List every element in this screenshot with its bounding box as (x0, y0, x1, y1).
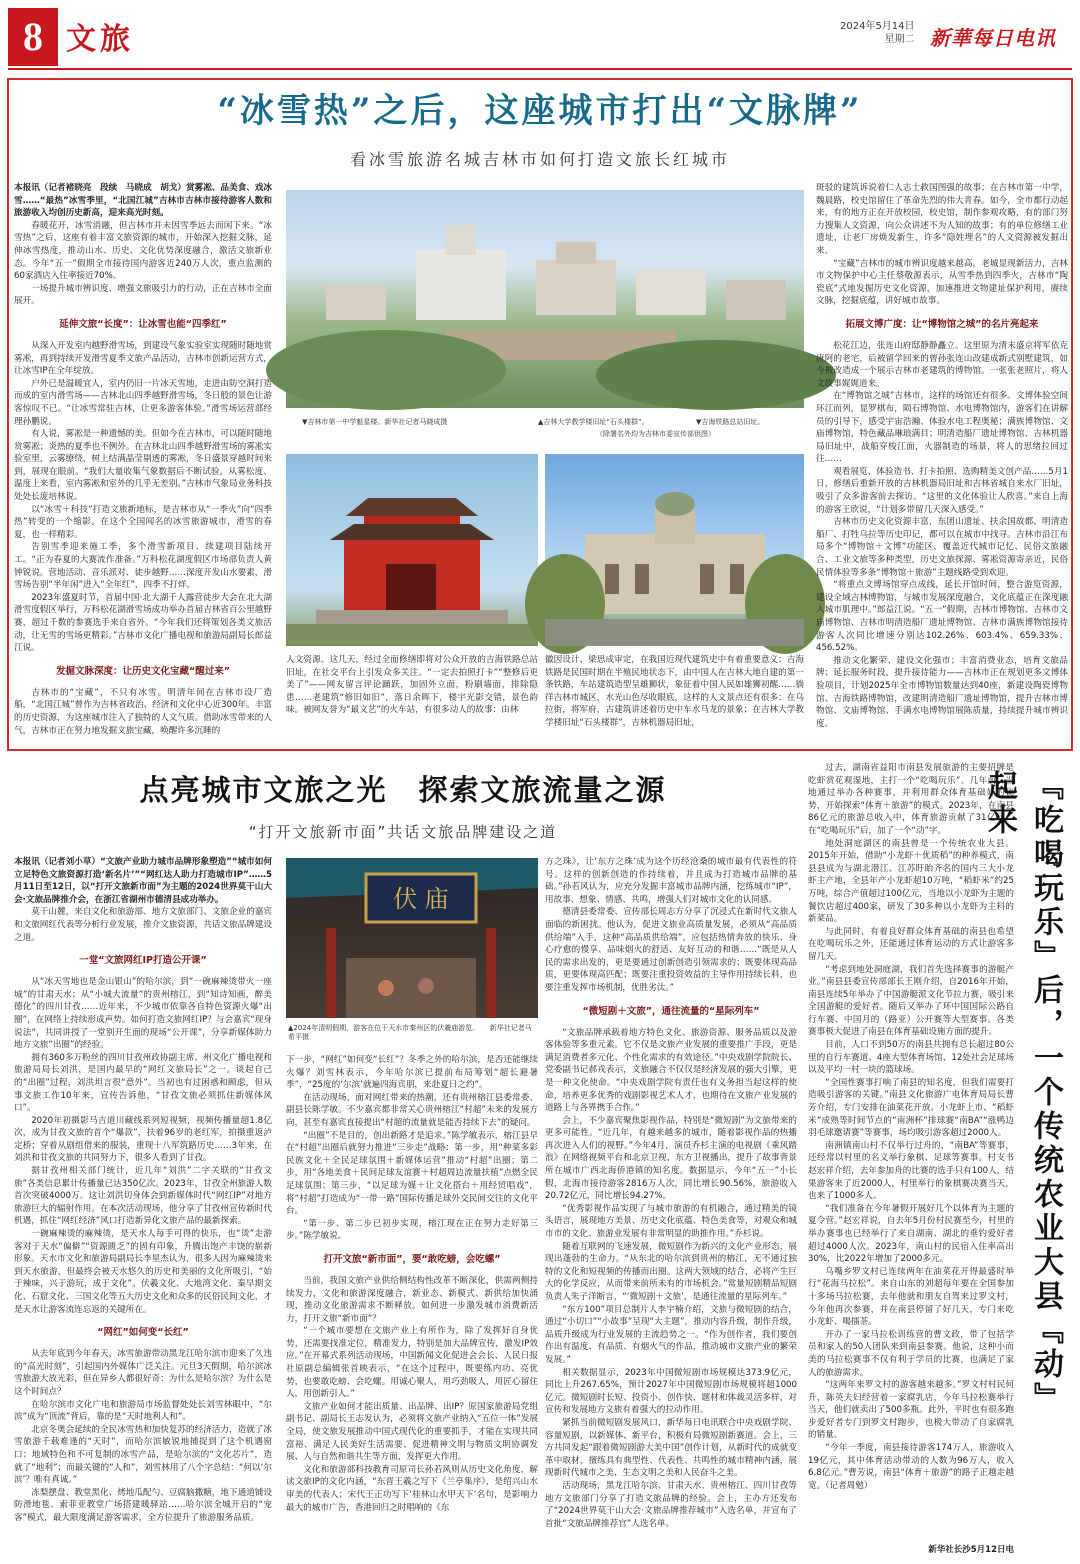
paragraph: 以“冰雪＋科技”打造文旅新地标，是吉林市从“一季火”向“四季热”转变的一个缩影。在这个全国闻名的冰雪旅游城市，滑雪的春夏，也一样精彩。 (14, 504, 272, 540)
photo-railway-station (545, 454, 804, 646)
paragraph: “一个城市要想在文旅产业上有所作为，除了发挥好自身优势，还需要找准定位，精准发力，特别是加大品牌宣传，激发IP效应。”在开幕式系列活动现场，中国新闻文化促进会会长、人民日报社原副总编辑张首映表示，“在这个过程中，既要练内功、亮优势，也要敢吃螃、会吃螺。用诚心聚人，用巧劲吸人，用匠心留住人，用创新引人。” (286, 1326, 538, 1400)
paragraph: 南洲镇南山村不仅举行过舟的，“南BA”等赛事，还经常以村里的名义举行象棋、足球等赛事。村支书赵宏祥介绍，去年参加舟的比赛的选手只有100人，结果游客来了近2000人，村里举行的象棋赛决赛当天，也来了1000多人。 (808, 1140, 1014, 1202)
article1-subheading-1: 延伸文旅“长度”：让冰雪也能“四季红” (59, 318, 227, 330)
paragraph: “我们准备在今年暑假开展好几个以体育为主题的夏令营。”赵宏祥说，自去年5月份村民赛至今，村里的举办赛事也已经举行了来自湖南、湖北的垂钓爱好者超过4000人次。2023年，南山村的民宿入住率高出30%，比2022年增加了2000多元。 (808, 1203, 1014, 1265)
photo-campus-aerial (286, 190, 804, 408)
photo-fuxi-temple (286, 858, 538, 1018)
paragraph: 拥有360多万粉丝的四川甘孜州政协副主席、州文化广播电视和旅游局局长刘洪，是国内最早的“网红文旅局长”之一。谈起自己的“出圈”过程，刘洪坦言很“意外”。当初也有过困惑和顾虑，但从事文旅工作10年来，宣传告诉他，“甘孜文旅必须抓住新媒体风口”。 (14, 1052, 272, 1114)
paragraph: “今年一季度，南县接待游客174万人，旅游收入19亿元，其中体育活动带动的人数为96万人，收入6.8亿元。”曹芳说，南县“体育＋旅游”的路子正越走越宽。（记者周勉） (808, 1443, 1014, 1491)
paragraph: “这两年来罗文村的游客越来越多。”罗文村村民何升，陈英夫妇经营着一家腐乳店，今年马拉松赛举行当天，他们就卖出了500多瓶。此外，平时也有很多跑步爱好者专门到罗文村跑步，也极大带动了自家腐乳的销量。 (808, 1380, 1014, 1441)
article1-subheading-2: 发掘文脉深度：让历史文化宝藏“醒过来” (56, 665, 230, 677)
masthead (0, 0, 1080, 78)
paragraph: 春暖花开，冰雪消融，但吉林市并未因雪季远去而闲下来。“冰雪热”之后，这座有着丰富文旅资源的城市，开始深入挖掘文脉，延伸冰雪热度，推动山水、历史、文化优势深度融合，激活文旅新业态。今年“五一”假期全市接待国内游客近240万人次，重点监测的60家酒店入住率接近70%。 (14, 220, 272, 282)
paragraph: “全国性赛事打响了南县的知名度，但我们需要打造吸引游客的关键。”南县文化旅游广电体育局局长曹芳介绍，专门安排在油菜花开放、小龙虾上市、“稻虾米”成熟等时间节点的“南洲杯”排球赛“南BA”“涨鸭边羽毛球邀请赛”等赛事，场均吸引游客超过2000人。 (808, 1077, 1014, 1139)
article2-subheading-1: 一堂“文旅网红IP打造公开课” (79, 955, 207, 967)
paragraph: 松花江边，张连山府邸静静矗立。这里原为清末盛京将军依克唐阿的老宅，后被留学回来的曾孙张连山改建成新式别墅建筑，如今被改造成一个展示吉林市老建筑的博物馆。一张张老照片，将人文故事娓娓道来。 (816, 340, 1068, 389)
paragraph: 2020年初摄影马吉道川藏线系列短视频，视频传播量超1.8亿次，成为甘孜文旅的首个“爆款”，扶着96岁的老红军，拍摄重返泸定桥；穿着从剧组借来的服装，重现十八军筑路历史……3年来，在刘洪和甘孜文旅的共同努力下，很多人看到了甘孜。 (14, 1115, 272, 1164)
article1-column-2 (286, 654, 538, 742)
paragraph: 观看展览、体验造书、打卡拍照、选购精美文创产品……5月1日，修缮后重新开放的吉林机器局旧址和吉林省城自来水厂旧址，吸引了众多游客前去探访。“这里的文化体验让人欣喜。”来自上海的游客王欣说，“计划多带留几天深入感受。” (816, 466, 1068, 515)
photo-red-pavilion (286, 454, 538, 646)
paragraph: 从“冰天雪地也是金山银山”的哈尔滨，到“一碗麻辣烫带火一座城”的甘肃天水；从“小城大流量”的贵州榕江，到“知诗知画，醉美德化”的四川甘孜……近年来，不少城市依靠各自特色资源火爆“出圈”，在网络上持续形成声势。如何打造文旅网红IP？与会嘉宾“现身说法”，共同讲授了一堂别开生面的现场“公开课”，分享新媒体助力地方文旅“出圈”的经验。 (14, 977, 272, 1051)
paragraph: “考虑到地处洞庭湖，我们首先选择赛事的游艇产业。”南县县委宣传部部长王刚介绍，自2016年开始，南县连续5年举办了中国游艇派文化节拉力赛，吸引来全国游艇的爱好者。随后又举办了环中国国际公路自行车赛、中国月的（路亚）公开赛等大型赛事。各类赛事极大促进了南县在体育基础设施方面的提升。 (808, 964, 1014, 1038)
date-block (840, 20, 915, 46)
issue-date: 2024年5月14日 (840, 21, 915, 32)
paragraph: 冻梨摆盘、教堂黑化、烤地瓜配勺、豆腐脑撒糖，地下通道铺设防滑地毯、索菲亚教堂广场搭建暖驿站……哈尔滨全城开启的“宠客”模式，最大限度满足游客需求，全方位提升了旅游服务品质。 (14, 1487, 272, 1523)
article2-column-2 (286, 1054, 538, 1556)
article3-column (808, 762, 1014, 1542)
paragraph: “宝藏”吉林市的城市辨识度越来越高，老城显现新活力，吉林市文物保护中心主任蔡敬源表示，从雪季热到四季火，吉林市“陶瓷底”式地发掘历史文化资源，加速推进文物建址保护利用，赓续文脉，挖掘底蕴，讲好城市故事。 (816, 258, 1068, 307)
paragraph: 一场提升城市辨识度、增强文旅吸引力的行动，正在吉林市全面展开。 (14, 283, 272, 307)
paragraph: 徽因设计、梁思成审定，在我国近现代建筑史中有着重要意义；吉海铁路是民国时期在半殖民地状态下，由中国人在吉林大地自建的第一条铁路，车站建筑造型呈雄狮状，象征着中国人民如雄狮初醒……徜徉吉林市城区，水光山色尽收眼底，这样的人文景点还有很多：在乌拉街，将军府，古建筑讲述着历史中车水马龙的景象；在吉林大学教学楼旧址“石头楼群”，吉林机器局旧址， (545, 655, 804, 728)
paragraph: “文旅品牌承载着地方特色文化、旅游资源、服务品质以及游客体验等多重元素。它不仅是文旅产业发展的重要推广手段，更是满足消费者多元化、个性化需求的有效途径。”中央戏剧学院院长、党委副书记郝戎表示，文旅融合不仅仅是经济发展的强大引擎，更是一种文化使命。“中央戏剧学院有责任也有义务担当起这样的使命，培养更多优秀的戏剧影视艺术人才，也期待在文旅产业发展的道路上与各界携手合作。” (545, 1027, 797, 1114)
paragraph: 随着互联网的飞速发展，微短剧作为新兴的文化产业形态，展现出蓬勃的生命力。“从东北的哈尔滨到贵州的榕江，无不通过独特的文化和短视频的传播而出圈。这两大领域的结合，必将产生巨大的化学反应，从而带来前所未有的市场机会。”常量短剧精品短剧负责人朱子洋断言，“‘微短剧＋文旅’，是通往流量的星际列车。” (545, 1241, 797, 1302)
paragraph: 会上，不少嘉宾聚焦影视作品，特别是“微短剧”为文旅带来的更多可能性。“近几年，有越来越多的城市，随着影视作品的热播再次进入人们的视野。”今年4月，演员乔杉主演的电视剧《乘风踏浪》在网络视频平台和北京卫视，东方卫视播出，提升了故事背景所在城市广西北海侨港镇的知名度。数据显示，今年“五一”小长假，北海市接待游客2816万人次，同比增长90.56%，旅游收入20.72亿元，同比增长94.27%。 (545, 1115, 797, 1202)
article1-column-1 (14, 182, 272, 740)
paragraph: 2023年盛夏时节，首届中国·北大湖千人露营徒步大会在北大湖滑雪度假区举行，万科松花湖滑雪场成功举办首届吉林省百公里越野赛，超过千数的参赛选手来自省外。“今年我们还将策划各类文旅活动，让无雪的雪场更精彩。”吉林市文化广播电视和旅游局副局长郎益江说。 (14, 592, 272, 654)
article2-column-1 (14, 856, 272, 1556)
paragraph: 斑驳的建筑诉说着仁人志士救国图强的故事；在吉林市第一中学，魏晨路，校史馆留住了革命先烈的伟大青春。如今，全市都行动起来，有的地方正在开放校园，校史馆，制作参观攻略，有的部门努力搜集人文资源，向公众讲述不为人知的故事；有的单位修缮工业遗址，让老厂房焕发新生，许多“隐姓埋名”的人文资源被发掘出来。 (816, 183, 1068, 256)
article2-subhead: “打开文旅新市面”共话文旅品牌建设之道 (248, 823, 558, 841)
page-number-badge (8, 8, 58, 66)
paragraph: 文旅产业如何才能出质量、出品牌、出IP？原国家旅游局党组副书记、副局长王志发认为，必须将文旅产业纳入“五位一体”发展全局，使文旅发展推动中国式现代化的重要抓手，才能在实现共同富裕、满足人民美好生活需要、促进精神文明与物质文明协调发展、人与自然和谐共生等方面，发挥更大作用。 (286, 1401, 538, 1463)
paragraph: “将重点文博场馆穿点成线，延长开馆时间，整合游览资源，建设全域吉林博物馆，与城市发展深度融合，文化底蕴正在深度融入城市肌理中。”郎益江说。“五一”假期，吉林市博物馆、吉林市文庙博物馆、吉林市明清造船厂遗址博物馆、吉林市满族博物馆接待游客人次同比增速分别达102.26%、603.4%、659.33%、456.52%。 (816, 580, 1068, 654)
paragraph: 莫干山麓，来自文化和旅游部、地方文旅部门、文旅企业的嘉宾和文旅网红代表等分析行业发展，推介文旅资源，共话文旅品牌建设之道。 (14, 907, 272, 943)
paragraph: 吉林市的“宝藏”，不只有冰雪。明清年间在吉林市设厂造船，“北国江城”曾作为吉林省政治、经济和文化中心近300年。丰富的历史资源，为这座城市注入了独特的人文气质。借助冰雪带来的人气，吉林市正在努力地发掘文旅宝藏，唤醒许多沉睡的 (14, 687, 272, 736)
paragraph: “出圈”不是目的，创出新路才是追求。”陈学敏表示，榕江县早在“村超”出圈后就努力推进“三步走”战略：第一步，用“种菜多彩民族文化＋全民足球氛围＋新媒体运营”推动“村超”出圈；第二步，用“各地美食＋民间足球友谊赛＋村超周边流量扶植”点燃全民足球氛围；第三步，“以足球为媒＋让文化搭台＋用经贸唱戏”，将“村超”打造成为“一带一路”国际传播足球外交民间交往的文化平台。 (286, 1130, 538, 1217)
paragraph: 地处洞庭湖区的南县曾是一个传统农业大县。2015年开始，借助“小龙虾＋优质稻”的种养模式，南县县成为与湖北潜江、江苏盱眙齐名的国内三大小龙虾主产地，全县年产小龙虾超10万吨，“稻虾米”约25万吨，综合产值超过100亿元，当地以小龙虾为主题的餐饮店超过400家，研发了30多种以小龙虾为主料的新菜品。 (808, 838, 1014, 925)
article1-subhead: 看冰雪旅游名城吉林市如何打造文旅长红城市 (349, 150, 730, 169)
article2-column-3 (545, 856, 797, 1556)
paragraph: 告别雪季迎来施工季，多个滑雪新项目、续建项目陆续开工。“正为春夏的大赛流作准备。”万科松花湖度假区市场部负责人黄钟锐说。营地活动、音乐派对、徒步越野……深度开发山水要素，滑雪场告别“半年闲”进入“全年红”，四季不打烊。 (14, 542, 272, 591)
article2-subheading-3: 打开文旅“新市面”，要“敢吃螃，会吃螺” (323, 1253, 501, 1265)
paragraph: 北京冬奥会延续的全民冰雪热和加快复苏的经济活力，造就了冰雪旅游千载难逢的“天时”，而哈尔滨敏锐地捕捉到了这个机遇窗口；地域特色和不可复制的冰雪产品，是哈尔滨的“文化芯片”，造就了“地利”；而最关键的“人和”，刘雪林用了八个字总结：“何以‘尔滨’？唯有真诚。” (14, 1424, 272, 1486)
paragraph: 德清县委常委、宣传部长周志方分享了沉浸式在新时代文旅人面临的新困扰。他认为，促进文旅业高质量发展，必须从“高品质供给端”入手，这种“高品质供给端”，应包括热情奔放的快乐、身心疗愈的慢享、品味烟火的舒适、友好互动的和谐……“既是从人民的需求出发的，更是要通过创新创造引领需求的；既要体现高品质，更要体现高匹配；既要注重投资效益的主导作用持续长料，也要注重发挥市场机制，优胜劣汰。” (545, 907, 797, 993)
paragraph: 一碗麻辣烫的麻辣烫，是天水人每手可得的快乐，也“烫”走游客对于天水“偏僻”“资源匮乏”的固有印象，升腾出饱产丰饶的崭新形象。天水市文化和旅游局副局长李星杰认为，很多人因为麻辣烫来到天水旅游，但最终会被天水悠久的历史和美丽的文化所吸引，“始于辣味，兴于游玩，成于文化”。伏羲文化、大地湾文化、秦早期文化、石窟文化、三国文化等五大历史文化和众多的民俗民间文化，才是天水让游客流连忘返的关键所在。 (14, 1229, 272, 1315)
caption-first-high-school: ▼吉林市第一中学魁星楼。新华社记者马晓成摄 (302, 418, 448, 426)
caption-stone-buildings: ▲吉林大学教学楼旧址“石头楼群”。 (538, 418, 649, 426)
article1-lead: 本报讯（记者褚晓亮 段续 马晓成 胡戈）赏雾凇、品美食、戏冰雪……“最热”冰雪季里，“北国江城”吉林市吉林市接待游客人数和旅游收入均创历史新高，迎来高光时刻。 (14, 183, 272, 219)
paragraph: 开办了一家马拉松训练营的曹文政，带了包括学员和家人的50人团队来到南县参赛。他说，这种小而美的马拉松赛事不仅有利于学员的比赛，也满足了家人的旅游需求。 (808, 1329, 1014, 1378)
paragraph: 当前，我国文旅产业供给侧结构性改革不断深化，供需两侧持续发力，文化和旅游深度融合，新业态、新模式、新供给加快涌现，推动文化旅游需求不断释放。如何进一步激发城市消费新活力，打开文旅“新市面”？ (286, 1275, 538, 1324)
paragraph: 活动现场，黑龙江哈尔滨、甘肃天水、贵州榕江、四川甘孜等地方文旅部门分享了打造文旅品牌的经验。会上，主办方还发布了“2024世界莫干山大会·文旅品牌推荐城市”入选名单，并宣布了首批“文旅品牌推荐官”人选名单。 (545, 1480, 797, 1529)
paragraph: 在“博物馆之城”吉林市，这样的场馆还有很多。文博体验空间环江而列，显罗棋布，陨石博物馆、水电博物馆内，游客们在讲解员的引导下，感受宇宙浩瀚、体验水电工程奥秘；满族博物馆、文庙博物馆，特色藏品琳琅满目；明清造船厂遗址博物馆、吉林机器局旧址中，战船穿梭江面，火器制造的场景，将人的思绪拉回过往…… (816, 391, 1068, 465)
paragraph: 与此同时，有着良好群众体育基础的南县也希望在吃喝玩乐之外，还能通过体育运动的方式让游客多留几天。 (808, 926, 1014, 962)
paragraph: “第一步、第二步已初步实现，榕江现在正在努力走好第三步。”陈学敏说。 (286, 1218, 538, 1242)
paragraph: 从去年底到今年春天，冰雪旅游带动黑龙江哈尔滨市迎来了久违的“高光时刻”，引起国内外媒体广泛关注。元旦3天假期，哈尔滨冰雪旅游大放光彩，但在异乡人都很好奇：为什么是哈尔滨？为什么是这个时间点？ (14, 1349, 272, 1397)
article2-subheading-4: “微短剧＋文旅”，通往流量的“星际列车” (582, 1005, 760, 1017)
paragraph: 相关数据显示，2023年中国微短剧市场规模达373.9亿元，同比上升267.65%，预计2027年中国微短剧市场规模将超1000亿元。微短剧时长短、投资小、创作快、题材和体裁灵活多样，对宣传和发展地方文旅有着强大的拉动作用。 (545, 1367, 797, 1416)
paragraph: 推动文化繁荣、建设文化强市；丰富消费业态，培育文旅品牌；延长服务时段，提升接待能力——吉林市正在规划更多文博体验项目，计划2025年全市博物馆数量达到40座，新建设陶瓷博物馆、吉海铁路博物馆，改建明清造船厂遗址博物馆，提升吉林市博物馆、文庙博物馆、手满水电博物馆展陈质量，持续提升城市辨识度。 (816, 655, 1068, 729)
paragraph: 紧抓当前微短剧发展风口，新华每日电讯联合中央戏剧学院、容量短剧，以新媒体、新平台，积极有局微短剧新赛道。会上，三方共同发起“跟着微短剧游大美中国”创作计划，从新时代的成就变革中取材，擅练具有典型性、代表性、共鸣性的城市精神内涵，展现新时代城市之美、生态文明之美和人民奋斗之美。 (545, 1417, 797, 1479)
paragraph: “优秀影视作品实现了与城市旅游的有机融合，通过精美的镜头语言，展现地方美景、历史文化底蕴、特色美食等，对观众和城市市的文化、旅游业发展有非常明显的助推作用。”乔杉说。 (545, 1203, 797, 1240)
page-number: 8 (23, 14, 43, 59)
paragraph: 从深入开发室内越野滑雪场，到建设气象实验室实现随时随地赏雾凇，再到持续开发滑雪夏季文旅产品活动，吉林市创新运营方式，让冰雪IP在全年绽放。 (14, 340, 272, 377)
paragraph: 方之珠》，让‘东方之珠’成为这个历经沧桑的城市最有代表性的符号。这样的创新创造的作持续着，并且成为打造城市品牌的基础。”孙若风认为，应充分发掘丰富城市品牌内涵，挖练城市“IP”，用故事、想象、情感、共鸣，增强人们对城市文化的认同感。 (545, 857, 797, 905)
paragraph: 据甘孜州相关部门统计，近几年“刘洪”二字关联的“甘孜文旅”各类信息累计传播量已达350亿次。2023年，甘孜全州旅游人数首次突破4000万。这让刘洪切身体会到新媒体时代“网红IP”对地方旅游巨大的辐射作用。在本次活动现场，他分享了甘孜州宣传新时代机遇，抓住“网红经济”风口打造新异化文旅产品的最新探索。 (14, 1166, 272, 1227)
caption-railway-station: ▼吉海铁路总站旧址。 (696, 418, 765, 426)
paragraph: 文化和旅游部科技教育司原司长孙若风则从历史文化角度，解读文旅IP的文化内涵，“东晋王羲之写下《兰亭集序》，是绍兴山水审美的代表人；宋代王正功写下‘桂林山水甲天下’名句，是影响力最大的城市广告，香港回归之时唱响的《东 (286, 1464, 538, 1513)
article1-column-4 (816, 182, 1068, 740)
section-title: 文旅 (66, 22, 134, 57)
article1-column-3 (545, 654, 804, 742)
paragraph: “东方100”项目总制片人李宇楠介绍，文旅与微短剧的结合，通过“小切口”“小故事”呈现“大主题”，推动内容升级，制作升级，品质升级成为行业发展的主流趋势之一。“作为创作者，我们要创作出有温度、有品质、有烟火气的作品，推动城市文旅产业的繁荣发展。” (545, 1304, 797, 1365)
issue-weekday: 星期二 (884, 34, 915, 45)
article3-dateline: 新华社长沙5月12日电 (928, 1545, 1014, 1555)
header-rule (8, 68, 1072, 70)
brand-logo: 新華每日电讯 (930, 26, 1056, 50)
paragraph: 目前，人口不到50万的南县共拥有总长超过80公里的自行车赛道、4座大型体育场馆、12处社会足球场以及平均一村一块的篮球场。 (808, 1040, 1014, 1076)
svg-text:伏 庙: 伏 庙 (393, 885, 449, 913)
paragraph: 吉林市历史文化资源丰富，东团山遗址、扶余国故都、明清造船厂、打牲乌拉等历史印记，都可以在城市中找寻。吉林市沿江布局多个“博物馆＋文博”功能区，覆盖近代城市记忆、民俗文旅融合、工业文旅等多种类型，历史文旅探源、雾凇资源寄亲近，民俗民情体验等多条“博物馆＋旅游”主题线路受到欢迎。 (816, 517, 1068, 578)
article2-subheading-2: “网红”如何变“长红” (97, 1327, 189, 1339)
photo-credit: （除署名外均为吉林市委宣传部供图） (596, 430, 715, 438)
article1-headline: “冰雪热”之后，这座城市打出“文脉牌” (217, 91, 863, 131)
paragraph: 有人说，雾凇是一种遗憾的美。但如今在吉林市，可以随时随地赏雾凇；炎热的夏季也不例外。在吉林北山四季越野滑雪场的雾凇实验室里，云雾缭绕，树上结满晶莹剔透的雾凇，冬日盛景穿越时间来到，展现在眼前。“我们大量收集气象数据后不断试验，从雾松度、温度上来看，室内雾凇和室外的几乎无差别。”吉林市气象局业务科技处处长庞培林说。 (14, 429, 272, 503)
article1-subheading-3: 拓展文博广度：让“博物馆之城”的名片亮起来 (845, 318, 1039, 330)
paragraph: 在活动现场，面对网红带来的热潮，还有贵州榕江县委常委、副县长陈学敏。不少嘉宾都非常关心贵州榕江“村超”未来的发展方向，甚至有嘉宾直接提出“村超的流量就是能否持续下去”的疑问。 (286, 1092, 538, 1128)
paragraph: 下一步，“网红”如何变“长红”？冬季之外的哈尔滨，是否还能继续火爆？刘雪林表示，今年哈尔滨已提前布局筹划“超长避暑季”，“25度的‘尔滨’就遍四海宾朋，来赴夏日之约”。 (286, 1055, 538, 1091)
paragraph: 人文资源。这几天，经过全面修缮即将对公众开放的吉海铁路总站旧址，在社交平台上引发众多关注。“一定去拍照打卡”“整修后更美了”——网友留言评论踊跃，加固外立面，粉刷墙面，排除隐患……老建筑“修旧如旧”，落日余晖下，楼宇光影交错，景色韵味。被网友誉为“最文艺”的火车站，有很多动人的故事：由林 (286, 655, 538, 716)
paragraph: 乌嘴乡罗文村已连续两年在油菜花开得最盛时举行“花海马拉松”。来自山东的刘超每年要在全国参加十多场马拉松赛，去年他就和朋友自驾来过罗文村，今年他再次参赛，并在南县停留了好几天，专门来吃小龙虾、喝擂茶。 (808, 1266, 1014, 1328)
article2-lead: 本报讯（记者刘小草）“文旅产业助力城市品牌形象塑造”“城市如何立足特色文旅资源打造‘新名片’”“网红达人助力打造城市IP”……5月11日至12日，以“打开文旅新市面”为主题的2024世界莫干山大会·文旅品牌推介会，在浙江省湖州市德清县成功举办。 (14, 857, 272, 905)
caption-fuxi-temple: ▲2024年清明假期，游客在位于天水市秦州区的伏羲庙游览。 新华社记者马希平摄 (288, 1024, 532, 1041)
paragraph: 在哈尔滨市文化广电和旅游局市场监督处处长刘雪林眼中，“尔滨”成为“顶流”背后，靠的是“天时地利人和”。 (14, 1399, 272, 1423)
article2-headline: 点亮城市文旅之光 探索文旅流量之源 (139, 773, 667, 807)
article3-headline-vertical: 『吃喝玩乐』后，一个传统农业大县『动』起来 (982, 770, 1063, 1416)
paragraph: 过去，湖南省益阳市南县发展旅游的主要招牌是吃虾赏花观湿地，主打一个“吃喝玩乐”。几年前，当地通过举办各种赛事，并利用群众体育基础好的优势，开始探索“体育＋旅游”的模式。2023年，在南县86亿元的旅游总收入中，体育旅游贡献了31亿元，在“吃喝玩乐”后，加了一个“动”字。 (808, 763, 1014, 836)
paragraph: 户外已是温暖宜人，室内仍旧一片冰天雪地，走进由防空洞打造而成的室内滑雪场——吉林北山四季越野滑雪场，冬日般的景色让游客惊叹不已。“让冰雪常驻吉林，让更多游客体验。”滑雪场运营部经理孙鹏说。 (14, 378, 272, 427)
